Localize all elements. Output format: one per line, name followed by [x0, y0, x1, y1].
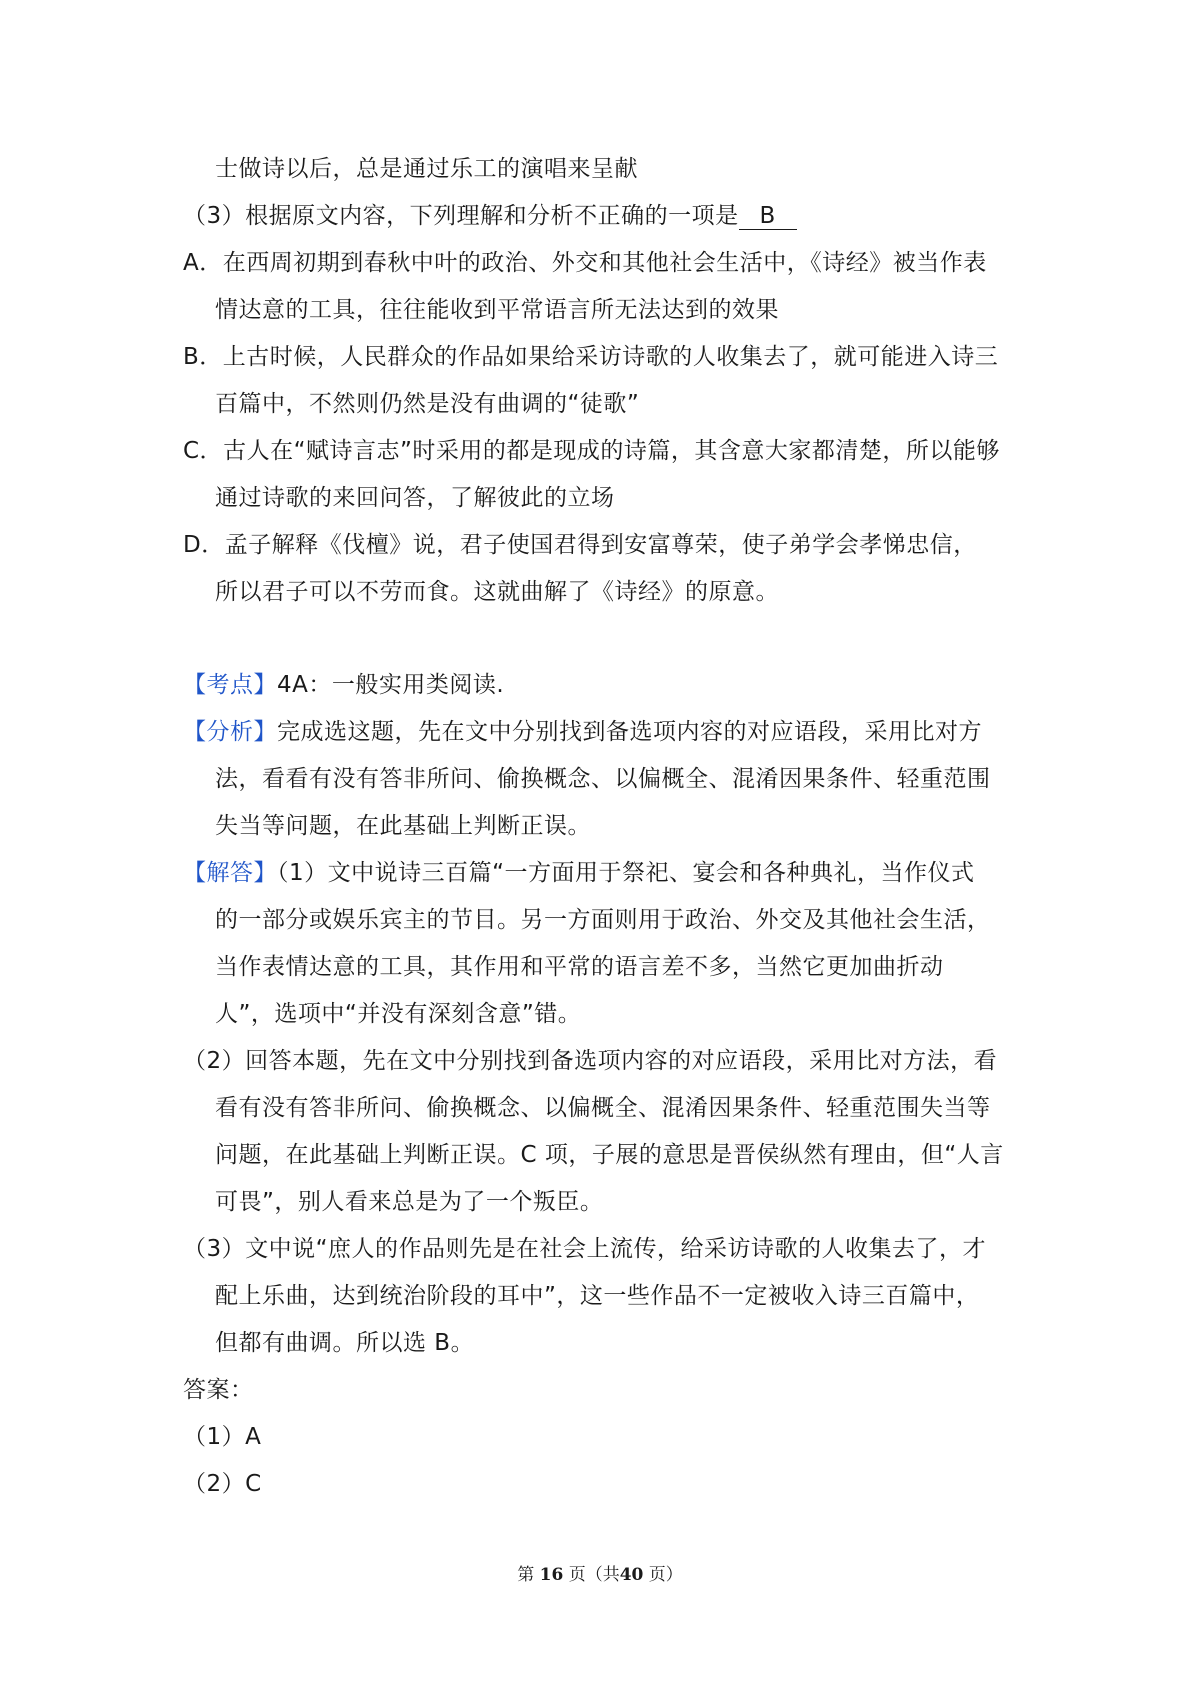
page-footer: [0, 1560, 1200, 1585]
kaodian-text: 4A：一般实用类阅读.: [277, 672, 505, 698]
option-b-line1: [183, 342, 998, 372]
prev-question-line: 士做诗以后，总是通过乐工的演唱来呈献: [215, 156, 638, 182]
kaodian-tag: 【考点】: [183, 672, 277, 698]
option-c-line1: [183, 436, 1000, 466]
option-b-line2: 百篇中，不然则仍然是没有曲调的“徒歌”: [215, 391, 640, 417]
fenxi-line2: 法，看看有没有答非所问、偷换概念、以偏概全、混淆因果条件、轻重范围: [215, 766, 991, 792]
option-c-line2: 通过诗歌的来回问答，了解彼此的立场: [215, 485, 615, 511]
jieda-p2-line3: 问题，在此基础上判断正误。C 项，子展的意思是晋侯纵然有理由，但“人言: [215, 1142, 1004, 1168]
option-d-text: 孟子解释《伐檀》说，君子使国君得到安富尊荣，使子弟学会孝悌忠信，: [224, 532, 977, 558]
jieda-p2-line4: 可畏”，别人看来总是为了一个叛臣。: [215, 1189, 604, 1215]
jieda-p3-line3: 但都有曲调。所以选 B。: [215, 1330, 475, 1356]
jieda-p2-line1: （2）回答本题，先在文中分别找到备选项内容的对应语段，采用比对方法，看: [183, 1048, 998, 1074]
option-b-letter: B．: [183, 344, 223, 370]
jieda-line1: [183, 858, 975, 888]
footer-middle: 页（共: [568, 1565, 620, 1585]
answer-blank: B: [739, 203, 797, 230]
jieda-p1-line2: 的一部分或娱乐宾主的节目。另一方面则用于政治、外交及其他社会生活，: [215, 907, 991, 933]
option-a-letter: A．: [183, 250, 223, 276]
jieda-p2-line2: 看有没有答非所问、偷换概念、以偏概全、混淆因果条件、轻重范围失当等: [215, 1095, 991, 1121]
option-c-text: 古人在“赋诗言志”时采用的都是现成的诗篇，其含意大家都清楚，所以能够: [223, 438, 1000, 464]
fenxi-tag: 【分析】: [183, 719, 277, 745]
fenxi-line3: 失当等问题，在此基础上判断正误。: [215, 813, 591, 839]
question-3-text: （3）根据原文内容，下列理解和分析不正确的一项是: [183, 203, 739, 229]
fenxi-text-1: 完成选这题，先在文中分别找到备选项内容的对应语段，采用比对方: [277, 719, 982, 745]
option-d-line2: 所以君子可以不劳而食。这就曲解了《诗经》的原意。: [215, 579, 779, 605]
kaodian-line: [183, 670, 504, 700]
jieda-p1-line4: 人”，选项中“并没有深刻含意”错。: [215, 1001, 582, 1027]
jieda-p1-line3: 当作表情达意的工具，其作用和平常的语言差不多，当然它更加曲折动: [215, 954, 944, 980]
option-d-line1: [183, 530, 977, 560]
option-c-letter: C．: [183, 438, 224, 464]
answer-item-1: （1）A: [183, 1424, 262, 1450]
answers-label: 答案：: [183, 1377, 254, 1403]
jieda-p3-line1: （3）文中说“庶人的作品则先是在社会上流传，给采访诗歌的人收集去了，才: [183, 1236, 987, 1262]
footer-current-page: 16: [539, 1565, 564, 1585]
option-a-line2: 情达意的工具，往往能收到平常语言所无法达到的效果: [215, 297, 779, 323]
footer-total-pages: 40: [619, 1565, 644, 1585]
jieda-p1-line1: （1）文中说诗三百篇“一方面用于祭祀、宴会和各种典礼，当作仪式: [277, 860, 975, 886]
option-b-text: 上古时候，人民群众的作品如果给采访诗歌的人收集去了，就可能进入诗三: [222, 344, 999, 370]
option-a-text: 在西周初期到春秋中叶的政治、外交和其他社会生活中，《诗经》被当作表: [222, 250, 987, 276]
question-3-stem: [183, 201, 797, 231]
fenxi-line1: [183, 717, 982, 747]
footer-prefix: 第: [517, 1565, 535, 1585]
footer-suffix: 页）: [648, 1565, 683, 1585]
option-a-line1: [183, 248, 987, 278]
jieda-p3-line2: 配上乐曲，达到统治阶段的耳中”，这一些作品不一定被收入诗三百篇中，: [215, 1283, 980, 1309]
option-d-letter: D．: [183, 532, 225, 558]
jieda-tag: 【解答】: [183, 860, 277, 886]
answer-item-2: （2）C: [183, 1471, 262, 1497]
